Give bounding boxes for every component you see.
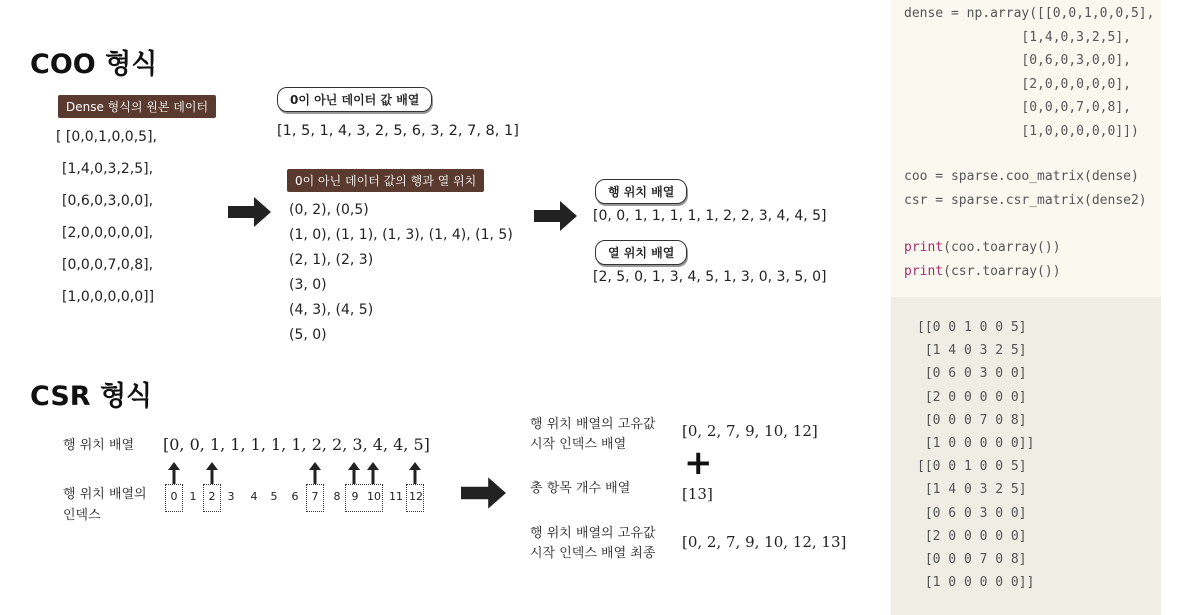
position-line: (1, 0), (1, 1), (1, 3), (1, 4), (1, 5) bbox=[289, 227, 513, 243]
start-label-line1: 행 위치 배열의 고유값 bbox=[530, 417, 656, 432]
code-panel bbox=[891, 0, 1161, 297]
output-line: [1 4 0 3 2 5] bbox=[917, 482, 1027, 498]
dense-label: Dense 형식의 원본 데이터 bbox=[58, 95, 216, 118]
final-label-line1: 행 위치 배열의 고유값 bbox=[530, 526, 656, 541]
highlight-box bbox=[306, 484, 324, 512]
index-number: 12 bbox=[409, 490, 423, 503]
print-args: (csr.toarray()) bbox=[943, 263, 1061, 279]
code-line: csr = sparse.csr_matrix(dense2) bbox=[904, 192, 1147, 208]
code-line: [1,0,0,0,0,0]]) bbox=[904, 123, 1139, 139]
dense-rows bbox=[56, 121, 157, 313]
up-arrow-icon bbox=[206, 462, 218, 484]
output-line: [1 0 0 0 0 0]] bbox=[917, 435, 1035, 451]
index-number: 3 bbox=[227, 490, 235, 503]
code-line bbox=[904, 236, 1061, 260]
final-label-line2: 시작 인덱스 배열 최종 bbox=[530, 546, 656, 561]
dense-row: [2,0,0,0,0,0], bbox=[62, 225, 154, 241]
up-arrow-icon bbox=[309, 462, 321, 484]
csr-row-label: 행 위치 배열 bbox=[63, 438, 135, 453]
index-label-line1: 행 위치 배열의 bbox=[63, 487, 147, 502]
code-block bbox=[904, 165, 1147, 212]
up-arrow-icon bbox=[168, 462, 180, 484]
code-block bbox=[904, 2, 1154, 143]
output-line: [0 6 0 3 0 0] bbox=[917, 366, 1027, 382]
row-position-label: 행 위치 배열 bbox=[595, 179, 687, 204]
dense-row: [ [0,0,1,0,0,5], bbox=[56, 129, 157, 145]
highlight-box bbox=[345, 484, 383, 512]
dense-row: [0,6,0,3,0,0], bbox=[62, 193, 154, 209]
index-number: 9 bbox=[351, 490, 359, 503]
position-line: (2, 1), (2, 3) bbox=[289, 252, 374, 268]
print-keyword: print bbox=[904, 240, 944, 255]
positions-list bbox=[289, 198, 513, 348]
values-label: 0이 아닌 데이터 값 배열 bbox=[277, 87, 432, 112]
coo-title: COO 형식 bbox=[30, 49, 158, 80]
output-line: [0 0 0 7 0 8] bbox=[917, 412, 1027, 428]
print-keyword: print bbox=[904, 263, 944, 279]
output-panel bbox=[891, 297, 1161, 615]
highlight-box bbox=[165, 484, 183, 512]
index-number: 0 bbox=[170, 490, 178, 503]
total-label: 총 항목 개수 배열 bbox=[530, 481, 631, 496]
right-arrow-icon bbox=[534, 200, 578, 232]
index-number: 8 bbox=[333, 490, 341, 503]
code-line: coo = sparse.coo_matrix(dense) bbox=[904, 169, 1139, 184]
output-line: [0 6 0 3 0 0] bbox=[917, 505, 1027, 521]
code-line: [0,0,0,7,0,8], bbox=[904, 100, 1131, 115]
index-number: 10 bbox=[367, 490, 381, 503]
right-arrow-icon bbox=[461, 476, 507, 510]
csr-title: CSR 형식 bbox=[30, 381, 153, 412]
col-position-label: 열 위치 배열 bbox=[595, 240, 687, 265]
index-number: 7 bbox=[311, 490, 319, 503]
code-line: [2,0,0,0,0,0], bbox=[904, 76, 1131, 92]
dense-row: [0,0,0,7,0,8], bbox=[62, 257, 154, 273]
output-line: [[0 0 1 0 0 5] bbox=[917, 320, 1027, 335]
output-line: [[0 0 1 0 0 5] bbox=[917, 459, 1027, 475]
position-line: (4, 3), (4, 5) bbox=[289, 302, 374, 318]
index-number: 2 bbox=[208, 490, 216, 503]
index-number: 4 bbox=[250, 490, 258, 503]
output-line: [1 4 0 3 2 5] bbox=[917, 343, 1027, 359]
highlight-box bbox=[406, 484, 424, 512]
print-args: (coo.toarray()) bbox=[943, 240, 1061, 255]
output-line: [2 0 0 0 0 0] bbox=[917, 528, 1027, 544]
index-label-line2: 인덱스 bbox=[63, 508, 101, 523]
code-line: [0,6,0,3,0,0], bbox=[904, 53, 1131, 68]
values-array: [1, 5, 1, 4, 3, 2, 5, 6, 3, 2, 7, 8, 1] bbox=[277, 123, 519, 139]
code-line bbox=[904, 260, 1061, 284]
csr-row-array: [0, 0, 1, 1, 1, 1, 1, 2, 2, 3, 4, 4, 5] bbox=[163, 435, 430, 454]
row-position-array: [0, 0, 1, 1, 1, 1, 1, 2, 2, 3, 4, 4, 5] bbox=[593, 208, 827, 224]
index-number: 1 bbox=[189, 490, 197, 503]
up-arrow-icon bbox=[409, 462, 421, 484]
dense-row: [1,0,0,0,0,0]] bbox=[62, 289, 155, 305]
final-array: [0, 2, 7, 9, 10, 12, 13] bbox=[682, 533, 847, 551]
index-number: 6 bbox=[291, 490, 299, 503]
output-line: [0 0 0 7 0 8] bbox=[917, 551, 1027, 567]
output-line: [2 0 0 0 0 0] bbox=[917, 389, 1027, 405]
output-line: [1 0 0 0 0 0]] bbox=[917, 575, 1035, 591]
position-line: (0, 2), (0,5) bbox=[289, 202, 369, 218]
positions-label: 0이 아닌 데이터 값의 행과 열 위치 bbox=[287, 169, 484, 192]
index-number: 5 bbox=[270, 490, 278, 503]
code-line: dense = np.array([[0,0,1,0,0,5], bbox=[904, 6, 1155, 21]
up-arrow-icon bbox=[367, 462, 379, 484]
dense-row: [1,4,0,3,2,5], bbox=[62, 161, 154, 177]
position-line: (3, 0) bbox=[289, 277, 327, 293]
code-line: [1,4,0,3,2,5], bbox=[904, 29, 1131, 45]
total-array: [13] bbox=[682, 485, 713, 503]
right-arrow-icon bbox=[228, 196, 272, 228]
position-line: (5, 0) bbox=[289, 327, 327, 343]
start-array: [0, 2, 7, 9, 10, 12] bbox=[682, 422, 818, 440]
output-block bbox=[917, 316, 1034, 594]
up-arrow-icon bbox=[348, 462, 360, 484]
plus-icon: + bbox=[684, 443, 713, 483]
start-label-line2: 시작 인덱스 배열 bbox=[530, 437, 627, 452]
index-number: 11 bbox=[389, 490, 403, 503]
highlight-box bbox=[203, 484, 221, 512]
col-position-array: [2, 5, 0, 1, 3, 4, 5, 1, 3, 0, 3, 5, 0] bbox=[593, 269, 827, 285]
code-block bbox=[904, 236, 1061, 283]
